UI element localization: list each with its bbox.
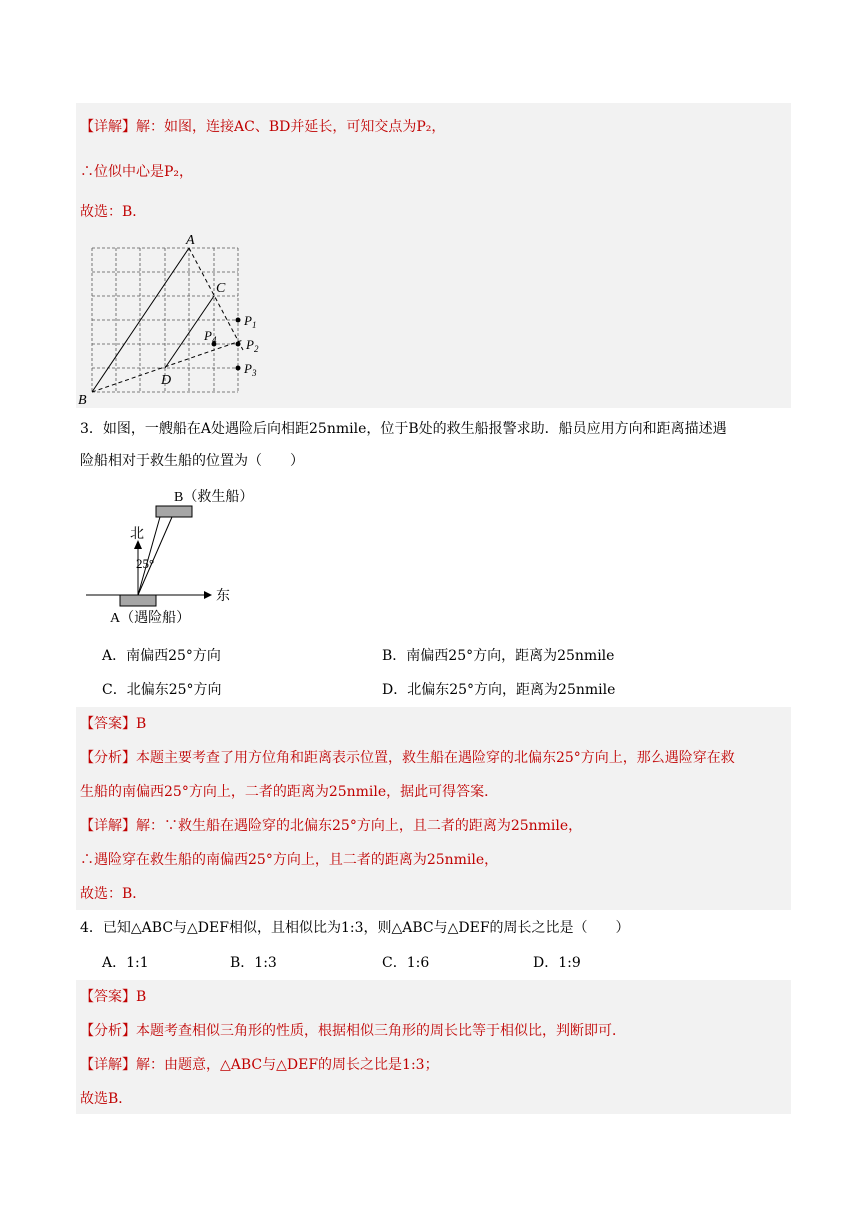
point-P3	[236, 366, 241, 371]
q3-direction-figure	[80, 482, 260, 632]
q3-analysis-line2: 生船的南偏西25°方向上，二者的距离为25nmile，据此可得答案．	[80, 784, 499, 800]
q3-stem-line2: 险船相对于救生船的位置为（ ）	[80, 453, 304, 469]
label-P4: $P_4$	[204, 328, 217, 345]
east-label: 东	[216, 589, 230, 604]
label-A-distress: A（遇险船）	[110, 611, 191, 626]
q3-option-a: A．南偏西25°方向	[102, 648, 221, 664]
label-D: D	[161, 373, 172, 388]
q3-option-b: B．南偏西25°方向，距离为25nmile	[382, 648, 615, 664]
label-B-rescue: B（救生船）	[174, 490, 254, 505]
label-P2: $P_2$	[246, 337, 259, 354]
north-label: 北	[130, 527, 144, 542]
q2-detail-line2: ∴位似中心是P₂，	[80, 164, 194, 180]
q4-option-d: D．1:9	[533, 955, 581, 971]
q4-stem: 4．已知△ABC与△DEF相似，且相似比为1:3，则△ABC与△DEF的周长之比是（ ）	[80, 920, 630, 936]
q3-detail-line1: 【详解】解：∵救生船在遇险穿的北偏东25°方向上，且二者的距离为25nmile，	[80, 818, 583, 834]
q3-answer-band	[76, 707, 791, 910]
q3-analysis-line1: 【分析】本题主要考查了用方位角和距离表示位置，救生船在遇险穿的北偏东25°方向上，那么遇险穿在救	[80, 750, 735, 766]
q3-answer: 【答案】B	[80, 716, 147, 732]
q4-option-b: B．1:3	[230, 955, 277, 971]
q3-stem-line1: 3．如图，一艘船在A处遇险后向相距25nmile，位于B处的救生船报警求助．船员应用方向和距离描述遇	[80, 421, 727, 437]
label-P1: $P_1$	[244, 313, 257, 330]
q4-option-a: A．1:1	[102, 955, 149, 971]
label-A: A	[186, 233, 195, 248]
grid-lines	[92, 248, 238, 392]
q3-detail-line3: 故选：B．	[80, 886, 147, 902]
q3-option-c: C．北偏东25°方向	[102, 682, 222, 698]
label-P3: $P_3$	[244, 361, 257, 378]
q4-answer-band	[76, 980, 791, 1114]
q4-analysis: 【分析】本题考查相似三角形的性质，根据相似三角形的周长比等于相似比，判断即可．	[80, 1023, 626, 1039]
label-C: C	[216, 281, 226, 296]
angle-label: 25°	[136, 556, 155, 571]
q4-answer: 【答案】B	[80, 989, 147, 1005]
q2-detail-line1: 【详解】解：如图，连接AC、BD并延长，可知交点为P₂，	[80, 119, 446, 135]
q2-grid-figure	[76, 232, 276, 408]
east-arrowhead	[204, 591, 212, 599]
q4-conclusion: 故选B．	[80, 1091, 133, 1107]
q4-option-c: C．1:6	[382, 955, 430, 971]
point-P2	[236, 342, 241, 347]
distressed-ship-rect	[120, 595, 156, 606]
q3-detail-line2: ∴遇险穿在救生船的南偏西25°方向上，且二者的距离为25nmile，	[80, 852, 499, 868]
label-B: B	[78, 393, 87, 408]
q4-detail: 【详解】解：由题意，△ABC与△DEF的周长之比是1:3；	[80, 1057, 439, 1073]
rescue-ship-rect	[156, 506, 192, 517]
q2-detail-line3: 故选：B．	[80, 204, 147, 220]
q3-option-d: D．北偏东25°方向，距离为25nmile	[382, 682, 616, 698]
point-P1	[236, 318, 241, 323]
